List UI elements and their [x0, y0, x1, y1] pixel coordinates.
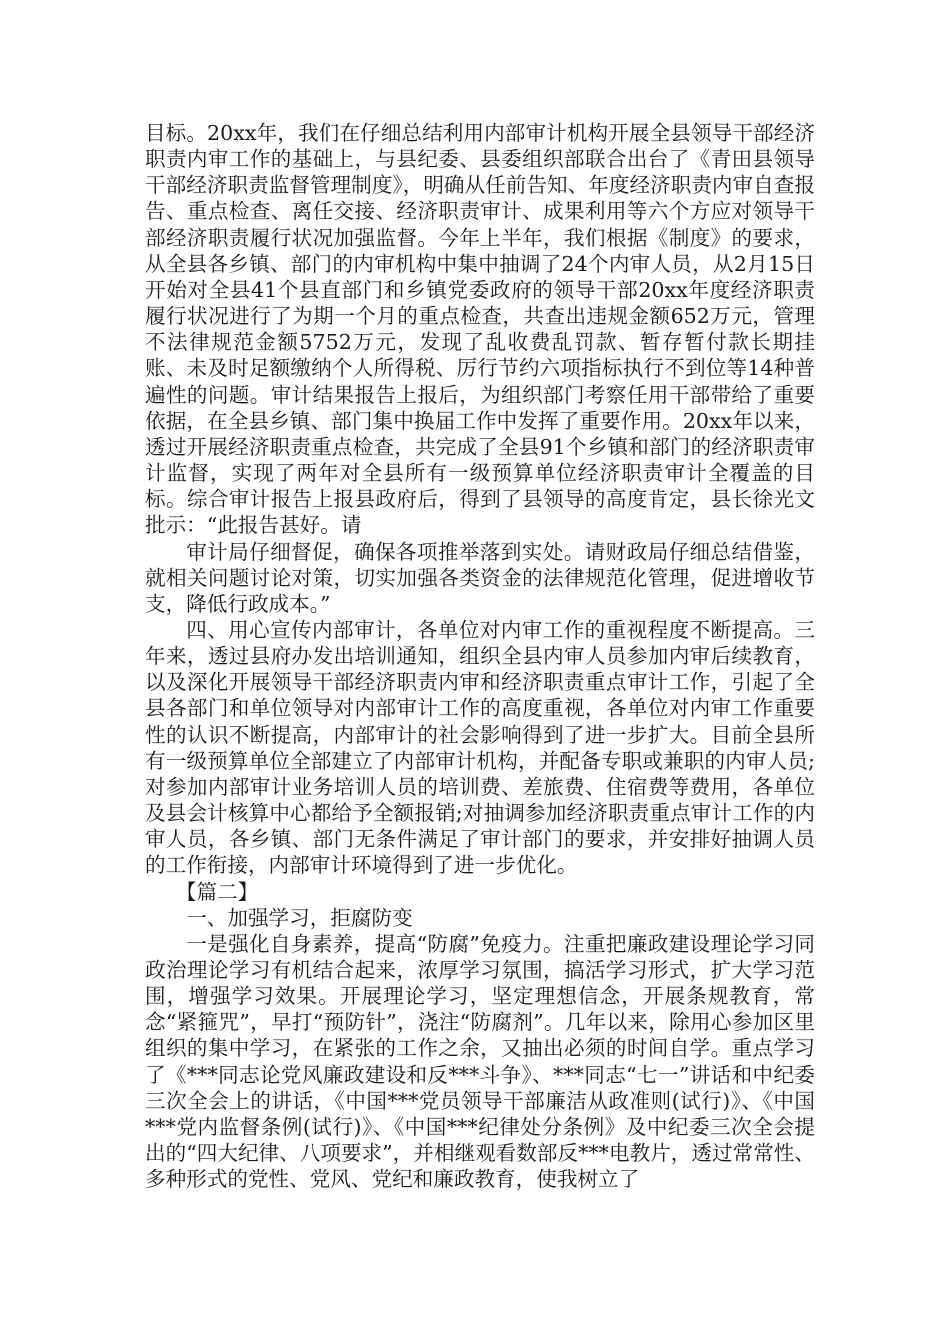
paragraph-section-four: 四、用心宣传内部审计，各单位对内审工作的重视程度不断提高。三年来，透过县府办发出培训通知，组织全县内审人员参加内审后续教育，以及深化开展领导干部经济职责内审和经济职责重点审计工作，引起了全县各部门和单位领导对内部审计工作的高度重视，各单位对内审工作重要性的认识不断提高，内部审计的社会影响得到了进一步扩大。目前全县所有一级预算单位全部建立了内部审计机构，并配备专职或兼职的内审人员;对参加内部审计业务培训人员的培训费、差旅费、住宿费等费用，各单位及县会计核算中心都给予全额报销;对抽调参加经济职责重点审计工作的内审人员，各乡镇、部门无条件满足了审计部门的要求，并安排好抽调人员的工作衔接，内部审计环境得到了进一步优化。 [145, 617, 815, 878]
paragraph-self-cultivation: 一是强化自身素养，提高“防腐”免疫力。注重把廉政建设理论学习同政治理论学习有机结合起来，浓厚学习氛围，搞活学习形式，扩大学习范围，增强学习效果。开展理论学习，坚定理想信念，开展条规教育，常念“紧箍咒”，早打“预防针”，浇注“防腐剂”。几年以来，除用心参加区里组织的集中学习，在紧张的工作之余，又抽出必须的时间自学。重点学习了《***同志论党风廉政建设和反***斗争》、***同志“七一”讲话和中纪委三次全会上的讲话，《中国***党员领导干部廉洁从政准则(试行)》、《中国***党内监督条例(试行)》、《中国***纪律处分条例》及中纪委三次全会提出的“四大纪律、八项要求”，并相继观看数部反***电教片，透过常常性、多种形式的党性、党风、党纪和廉政教育，使我树立了 [145, 931, 815, 1192]
document-body [145, 120, 815, 1192]
section-heading-part-two: 【篇二】 [175, 879, 259, 904]
subheading-study: 一、加强学习，拒腐防变 [186, 905, 413, 930]
paragraph-continuation: 目标。20xx年，我们在仔细总结利用内部审计机构开展全县领导干部经济职责内审工作的基础上，与县纪委、县委组织部联合出台了《青田县领导干部经济职责监督管理制度》，明确从任前告知、年度经济职责内审自查报告、重点检查、离任交接、经济职责审计、成果利用等六个方应对领导干部经济职责履行状况加强监督。今年上半年，我们根据《制度》的要求，从全县各乡镇、部门的内审机构中集中抽调了24个内审人员，从2月15日开始对全县41个县直部门和乡镇党委政府的领导干部20xx年度经济职责履行状况进行了为期一个月的重点检查，共查出违规金额652万元，管理不法律规范金额5752万元，发现了乱收费乱罚款、暂存暂付款长期挂账、未及时足额缴纳个人所得税、厉行节约六项指标执行不到位等14种普遍性的问题。审计结果报告上报后，为组织部门考察任用干部带给了重要依据，在全县乡镇、部门集中换届工作中发挥了重要作用。20xx年以来，透过开展经济职责重点检查，共完成了全县91个乡镇和部门的经济职责审计监督，实现了两年对全县所有一级预算单位经济职责审计全覆盖的目标。综合审计报告上报县政府后，得到了县领导的高度肯定，县长徐光文批示：“此报告甚好。请 [145, 121, 815, 538]
paragraph-quote-continuation: 审计局仔细督促，确保各项推举落到实处。请财政局仔细总结借鉴，就相关问题讨论对策，切实加强各类资金的法律规范化管理，促进增收节支，降低行政成本。” [145, 539, 815, 616]
